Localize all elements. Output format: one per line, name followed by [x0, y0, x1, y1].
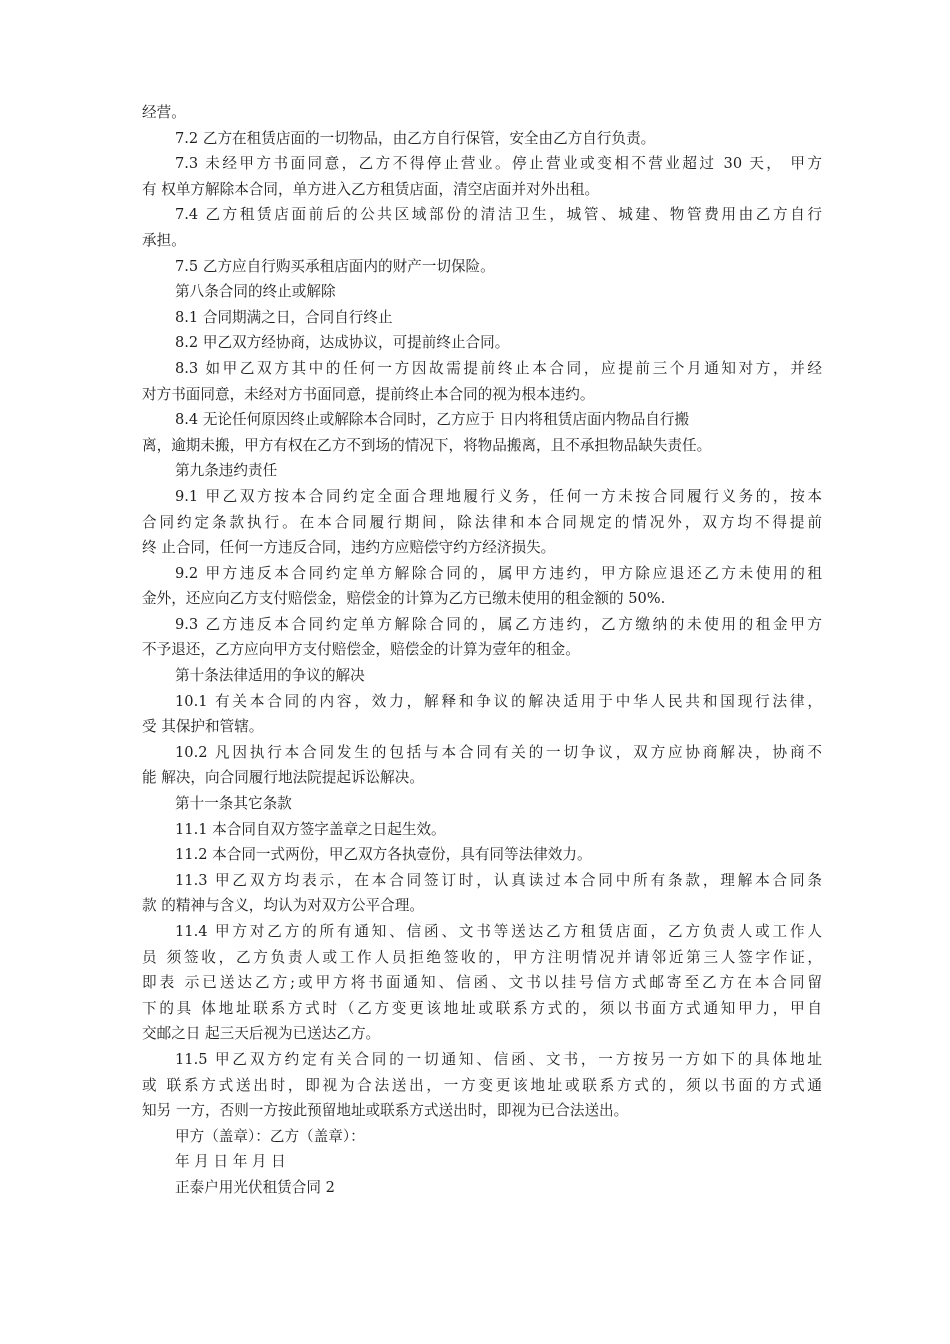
text-line: 或 联系方式送出时，即视为合法送出，一方变更该地址或联系方式的，须以书面的方式通 — [142, 1076, 822, 1094]
text-line: 正泰户用光伏租赁合同 2 — [175, 1178, 335, 1196]
text-line: 9.2 甲方违反本合同约定单方解除合同的，属甲方违约，甲方除应退还乙方未使用的租 — [175, 564, 822, 582]
text-line: 终 止合同，任何一方违反合同，违约方应赔偿守约方经济损失。 — [142, 539, 556, 557]
text-line: 款 的精神与含义，均认为对双方公平合理。 — [142, 897, 424, 915]
text-line: 交邮之日 起三天后视为已送达乙方。 — [142, 1025, 381, 1043]
text-line: 7.2 乙方在租赁店面的一切物品，由乙方自行保管，安全由乙方自行负责。 — [175, 129, 656, 147]
text-line: 9.3 乙方违反本合同约定单方解除合同的，属乙方违约，乙方缴纳的未使用的租金甲方 — [175, 615, 822, 633]
text-line: 不予退还，乙方应向甲方支付赔偿金，赔偿金的计算为壹年的租金。 — [142, 641, 580, 659]
text-line: 受 其保护和管辖。 — [142, 718, 264, 736]
text-line: 第十条法律适用的争议的解决 — [175, 667, 365, 685]
text-line: 即表 示已送达乙方;或甲方将书面通知、信函、文书以挂号信方式邮寄至乙方在本合同留 — [142, 974, 822, 992]
text-line: 合同约定条款执行。在本合同履行期间，除法律和本合同规定的情况外，双方均不得提前 — [142, 513, 822, 531]
text-line: 11.3 甲乙双方均表示，在本合同签订时，认真读过本合同中所有条款，理解本合同条 — [175, 871, 822, 889]
text-line: 8.3 如甲乙双方其中的任何一方因故需提前终止本合同，应提前三个月通知对方，并经 — [175, 359, 822, 377]
text-line: 金外，还应向乙方支付赔偿金，赔偿金的计算为乙方已缴未使用的租金额的 50%. — [142, 590, 666, 608]
text-line: 10.1 有关本合同的内容，效力，解释和争议的解决适用于中华人民共和国现行法律， — [175, 692, 822, 710]
text-line: 第九条违约责任 — [175, 462, 278, 480]
text-line: 离，逾期未搬，甲方有权在乙方不到场的情况下，将物品搬离，且不承担物品缺失责任。 — [142, 436, 712, 454]
text-line: 有 权单方解除本合同，单方进入乙方租赁店面，清空店面并对外出租。 — [142, 180, 600, 198]
text-line: 下的具 体地址联系方式时（乙方变更该地址或联系方式的，须以书面方式通知甲力，甲自 — [142, 999, 822, 1017]
text-line: 知另 一方，否则一方按此预留地址或联系方式送出时，即视为已合法送出。 — [142, 1102, 629, 1120]
text-line: 第八条合同的终止或解除 — [175, 283, 336, 301]
text-line: 员 须签收，乙方负责人或工作人员拒绝签收的，甲方注明情况并请邻近第三人签字作证， — [142, 948, 822, 966]
text-line: 年 月 日 年 月 日 — [175, 1153, 286, 1171]
text-line: 第十一条其它条款 — [175, 795, 292, 813]
text-line: 11.1 本合同自双方签字盖章之日起生效。 — [175, 820, 446, 838]
text-line: 8.4 无论任何原因终止或解除本合同时，乙方应于 日内将租赁店面内物品自行搬 — [175, 411, 690, 429]
text-line: 11.5 甲乙双方约定有关合同的一切通知、信函、文书，一方按另一方如下的具体地址 — [175, 1050, 822, 1068]
text-line: 10.2 凡因执行本合同发生的包括与本合同有关的一切争议，双方应协商解决，协商不 — [175, 743, 822, 761]
text-line: 经营。 — [142, 104, 186, 121]
text-line: 7.4 乙方租赁店面前后的公共区域部份的清洁卫生，城管、城建、物管费用由乙方自行 — [175, 206, 822, 224]
document-body — [142, 100, 822, 1201]
text-line: 11.4 甲方对乙方的所有通知、信函、文书等送达乙方租赁店面，乙方负责人或工作人 — [175, 923, 822, 940]
text-line: 7.5 乙方应自行购买承租店面内的财产一切保险。 — [175, 257, 495, 275]
text-line: 承担。 — [142, 231, 186, 249]
text-line: 对方书面同意，未经对方书面同意，提前终止本合同的视为根本违约。 — [142, 385, 595, 403]
text-line: 甲方（盖章）：乙方（盖章）： — [175, 1127, 365, 1145]
text-line: 9.1 甲乙双方按本合同约定全面合理地履行义务，任何一方未按合同履行义务的，按本 — [175, 487, 822, 505]
text-line: 8.2 甲乙双方经协商，达成协议，可提前终止合同。 — [175, 334, 510, 352]
text-line: 7.3 未经甲方书面同意，乙方不得停止营业。停止营业或变相不营业超过 30 天， 甲方 — [175, 155, 822, 173]
text-line: 8.1 合同期满之日，合同自行终止 — [175, 308, 393, 326]
text-line: 能 解决，向合同履行地法院提起诉讼解决。 — [142, 769, 424, 787]
text-line: 11.2 本合同一式两份，甲乙双方各执壹份，具有同等法律效力。 — [175, 846, 592, 864]
